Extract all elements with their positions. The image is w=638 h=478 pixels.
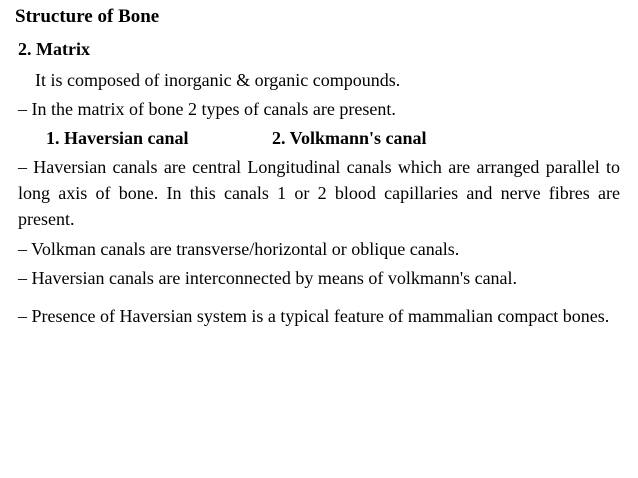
section-heading: 2. Matrix xyxy=(18,39,90,59)
canal-types-list xyxy=(46,127,427,149)
matrix-canals-text: – In the matrix of bone 2 types of canals are present. xyxy=(18,99,396,119)
slide-title: Structure of Bone xyxy=(15,6,160,27)
intro-text: It is composed of inorganic & organic compounds. xyxy=(35,70,401,90)
presence-text: – Presence of Haversian system is a typical feature of mammalian compact bones. xyxy=(18,306,610,326)
interconnection-text: – Haversian canals are interconnected by means of volkmann's canal. xyxy=(18,268,518,288)
haversian-description: – Haversian canals are central Longitudinal canals which are arranged parallel to long axis of bone. In this canals 1 or 2 blood capillaries and nerve fibres are present. xyxy=(18,157,620,229)
volkman-description: – Volkman canals are transverse/horizontal or oblique canals. xyxy=(18,239,460,259)
canal-type-volkmann: 2. Volkmann's canal xyxy=(272,128,427,148)
canal-type-haversian: 1. Haversian canal xyxy=(46,128,189,148)
